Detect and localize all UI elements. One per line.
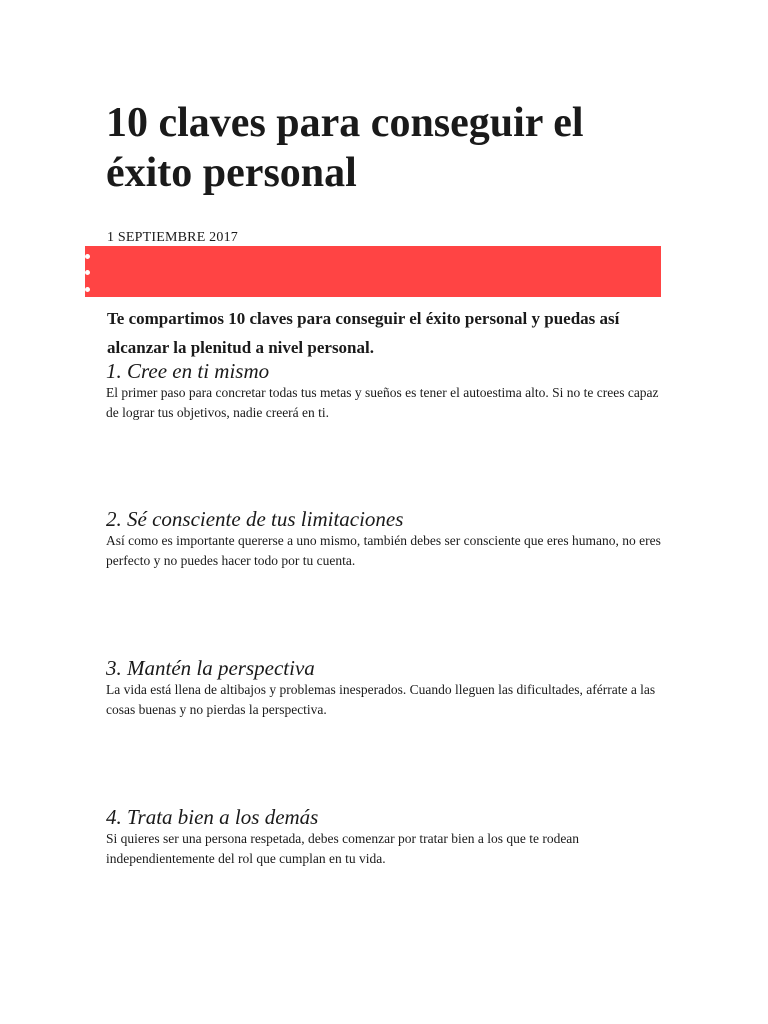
section-3 [106, 656, 666, 719]
dot-icon [85, 254, 90, 259]
section-2 [106, 507, 666, 570]
more-options-icon[interactable] [85, 250, 91, 294]
section-body: Así como es importante quererse a uno mismo, también debes ser consciente que eres humano, no eres perfecto y no puedes hacer todo por tu cuenta. [106, 533, 661, 568]
page-title: 10 claves para conseguir el éxito personal [106, 100, 584, 196]
dot-icon [85, 287, 90, 292]
section-heading: 2. Sé consciente de tus limitaciones [106, 507, 404, 531]
section-heading: 1. Cree en ti mismo [106, 359, 270, 383]
share-banner[interactable] [85, 246, 661, 297]
section-1 [106, 359, 666, 422]
section-heading: 3. Mantén la perspectiva [106, 656, 315, 680]
section-4 [106, 805, 666, 868]
section-body: La vida está llena de altibajos y problemas inesperados. Cuando lleguen las dificultades, aférrate a las cosas buenas y no pierdas la perspectiva. [106, 682, 656, 717]
publish-date: 1 SEPTIEMBRE 2017 [107, 230, 238, 245]
dot-icon [85, 270, 90, 275]
intro-paragraph: Te compartimos 10 claves para conseguir el éxito personal y puedas así alcanzar la plenitud a nivel personal. [107, 309, 620, 357]
section-heading: 4. Trata bien a los demás [106, 805, 319, 829]
section-body: El primer paso para concretar todas tus metas y sueños es tener el autoestima alto. Si no te crees capaz de lograr tus objetivos, nadie creerá en ti. [106, 385, 659, 420]
section-body: Si quieres ser una persona respetada, debes comenzar por tratar bien a los que te rodean independientemente del rol que cumplan en tu vida. [106, 831, 580, 866]
